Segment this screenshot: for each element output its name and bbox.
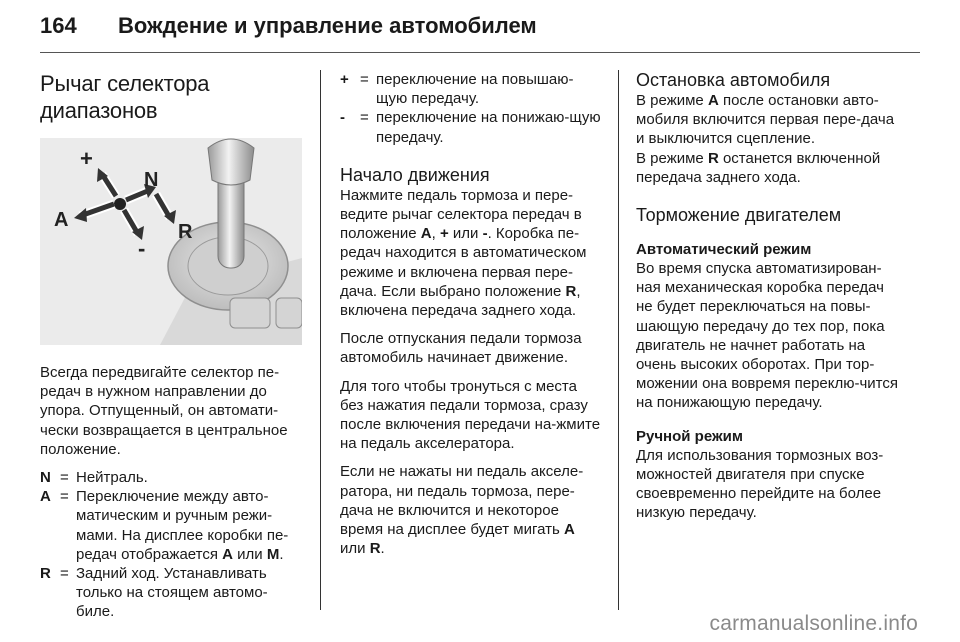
section-heading: Торможение двигателем <box>636 205 842 226</box>
column-1 <box>40 70 302 622</box>
paragraph: Если не нажаты ни педаль акселе-ратора, ни педаль тормоза, пере-дача не включится и некоторое время на дисплее будет мигать A или R. <box>340 463 584 558</box>
definition-item: R = Задний ход. Устанавливать только на стоящем автомо-биле. <box>40 565 268 621</box>
chapter-title: Вождение и управление автомобилем <box>118 13 537 38</box>
watermark-text: carmanualsonline.info <box>709 612 918 635</box>
column-3 <box>636 70 902 522</box>
figure-label-plus: + <box>80 146 93 171</box>
position-definitions <box>40 468 302 622</box>
paragraph: Нажмите педаль тормоза и пере-ведите рычаг селектора передач в положение A, + или -. Коробка пе-редач находится в автоматическом режиме и включена первая пере-дача. Если выбрано положение R, включена передача заднего хода. <box>340 186 587 320</box>
subsection-heading: Автоматический режим <box>636 241 812 259</box>
column-2 <box>340 70 602 558</box>
definition-item: - = переключение на понижаю-щую передачу. <box>340 109 601 146</box>
paragraph: В режиме A после остановки авто-мобиля включится первая пере-дача и выключится сцепление. <box>636 92 895 148</box>
figure-label-a: A <box>54 209 69 231</box>
gear-selector-drawing <box>40 138 302 345</box>
header-rule <box>40 52 920 53</box>
paragraph: После отпускания педали тормоза автомобиль начинает движение. <box>340 330 582 367</box>
paragraph: В режиме R останется включенной передача заднего хода. <box>636 149 881 186</box>
figure-label-minus: - <box>138 236 146 261</box>
subsection-heading: Ручной режим <box>636 427 743 445</box>
paragraph: Для использования тормозных воз-можностей двигателя при спуске своевременно перейдите на более низкую передачу. <box>636 446 884 522</box>
shift-definitions <box>340 70 602 147</box>
column-divider <box>320 70 321 610</box>
paragraph: Во время спуска автоматизирован-ная механическая коробка передач не будет переключаться на повы-шающую передачу до тех пор, пока двигатель не начнет работать на очень высоких оборотах. При тор-можении она вовремя переклю-чится на понижающую передачу. <box>636 260 899 412</box>
figure-label-r: R <box>178 221 193 243</box>
section-heading: Рычаг селектора диапазонов <box>40 71 210 123</box>
section-heading: Остановка автомобиля <box>636 70 831 90</box>
column-divider <box>618 70 619 610</box>
page-number: 164 <box>40 13 77 38</box>
definition-item: A = Переключение между авто-матическим и ручным режи-мами. На дисплее коробки пе-редач отображается A или M. <box>40 488 289 563</box>
paragraph: Для того чтобы тронуться с места без нажатия педали тормоза, сразу после включения передачи на-жмите на педаль акселератора. <box>340 377 601 453</box>
page-header <box>40 13 537 39</box>
definition-item: N = Нейтраль. <box>40 469 148 487</box>
definition-item: + = переключение на повышаю-щую передачу. <box>340 71 574 108</box>
figure-label-n: N <box>144 169 159 191</box>
intro-paragraph: Всегда передвигайте селектор пе-редач в нужном направлении до упора. Отпущенный, он автомати-чески возвращается в центральное положение. <box>40 364 288 458</box>
section-heading: Начало движения <box>340 164 490 185</box>
gear-selector-illustration <box>40 138 302 345</box>
